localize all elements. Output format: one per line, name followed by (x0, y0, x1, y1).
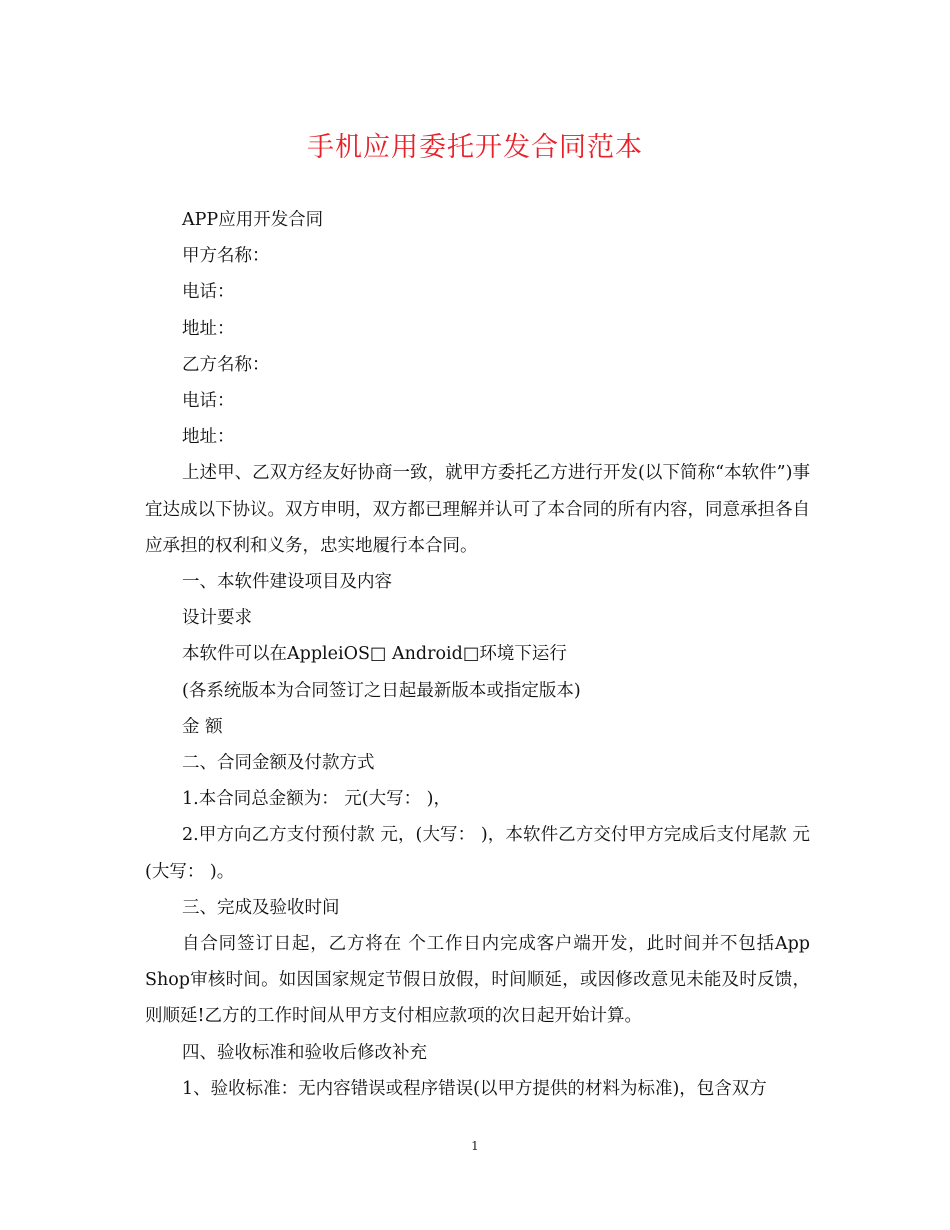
party-b-phone-field: 电话： (182, 391, 235, 412)
document-title: 手机应用委托开发合同范本 (307, 132, 643, 163)
section-heading-payment: 二、合同金额及付款方式 (182, 753, 375, 774)
agreement-intro-paragraph: 上述甲、乙双方经友好协商一致，就甲方委托乙方进行开发(以下简称“本软件”)事宜达成以下协议。双方申明，双方都已理解并认可了本合同的所有内容，同意承担各自应承担的权利和义务，忠实地履行本合同。 (145, 463, 810, 556)
version-note: (各系统版本为合同签订之日起最新版本或指定版本) (182, 680, 581, 701)
page-number: 1 (471, 1139, 479, 1153)
schedule-paragraph: 自合同签订日起，乙方将在 个工作日内完成客户端开发，此时间并不包括App Shop审核时间。如因国家规定节假日放假，时间顺延，或因修改意见未能及时反馈，则顺延!乙方的工作时间从甲方支付相应款项的次日起开始计算。 (145, 934, 816, 1027)
party-b-name-field: 乙方名称： (182, 354, 270, 375)
acceptance-standard-clause: 1、验收标准：无内容错误或程序错误(以甲方提供的材料为标准)，包含双方 (182, 1078, 767, 1099)
contract-heading: APP应用开发合同 (182, 210, 324, 230)
payment-clause-total: 1.本合同总金额为： 元(大写： )， (182, 789, 451, 810)
party-a-phone-field: 电话： (182, 282, 235, 303)
platform-requirement: 本软件可以在AppleiOS□ Android□环境下运行 (182, 644, 567, 665)
payment-clause-installments: 2.甲方向乙方支付预付款 元，(大写： )，本软件乙方交付甲方完成后支付尾款 元(大写： )。 (145, 825, 810, 882)
party-b-address-field: 地址： (182, 427, 235, 448)
section-heading-project: 一、本软件建设项目及内容 (182, 572, 392, 593)
section-heading-schedule: 三、完成及验收时间 (182, 897, 340, 918)
party-a-address-field: 地址： (182, 318, 235, 339)
document-body (145, 202, 816, 1107)
party-a-name-field: 甲方名称： (182, 246, 270, 267)
amount-label: 金 额 (182, 716, 223, 737)
design-requirements-label: 设计要求 (182, 608, 252, 629)
section-heading-acceptance: 四、验收标准和验收后修改补充 (182, 1042, 427, 1063)
